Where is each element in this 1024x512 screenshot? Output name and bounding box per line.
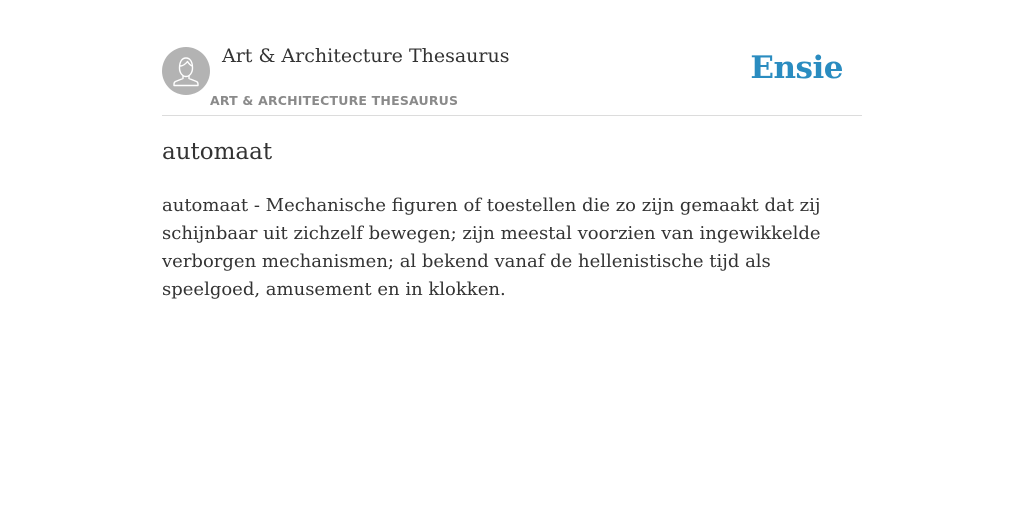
page-title: automaat [162,139,273,165]
definition-text: automaat - Mechanische figuren of toestellen die zo zijn gemaakt dat zij schijnbaar uit zichzelf bewegen; zijn meestal voorzien van ingewikkelde verborgen mechanismen; al bekend vanaf de hellenistische tijd als speelgoed, amusement en in klokken. [162,195,821,300]
brand-logo[interactable]: Ensie [750,50,843,86]
author-avatar[interactable] [162,47,210,95]
author-subtitle[interactable]: ART & ARCHITECTURE THESAURUS [210,93,459,108]
header [162,0,862,116]
user-icon [162,47,210,95]
author-name[interactable]: Art & Architecture Thesaurus [222,45,510,67]
